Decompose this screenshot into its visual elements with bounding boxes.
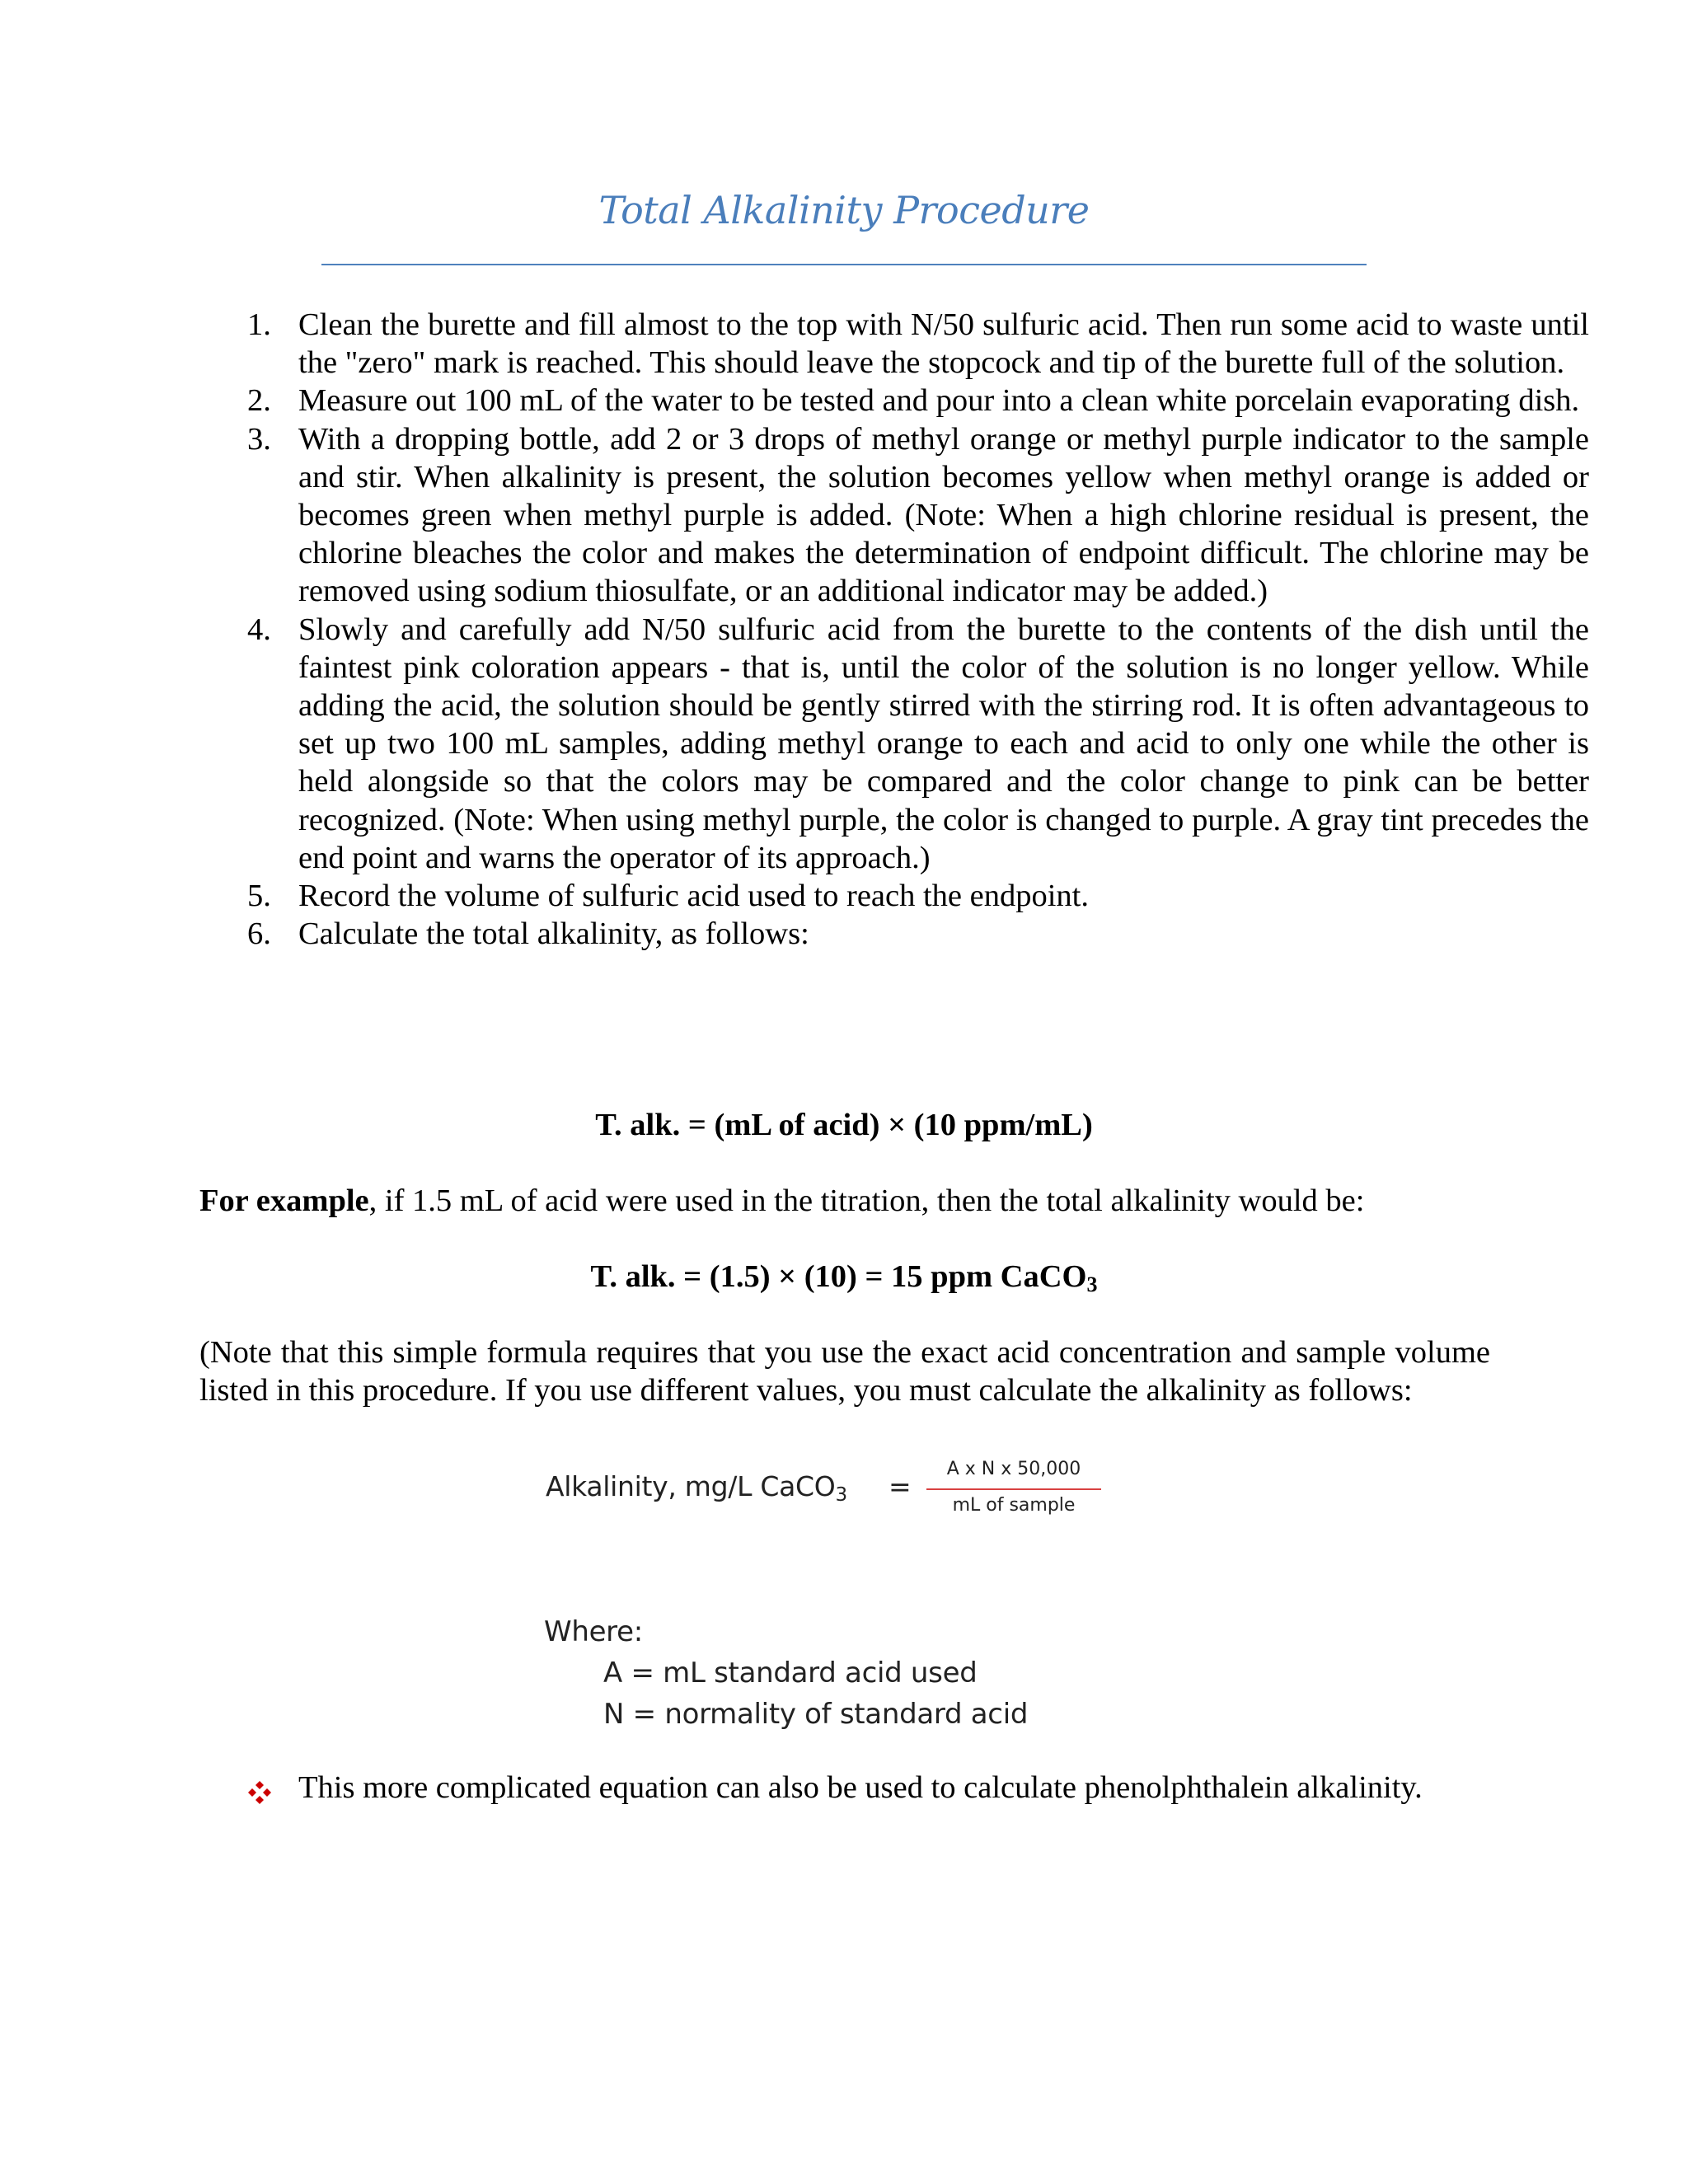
list-item: [247, 382, 1589, 419]
equation-equals: =: [889, 1470, 912, 1502]
equation-numerator: A x N x 50,000: [946, 1459, 1081, 1479]
title-underline-rule: [321, 264, 1367, 265]
fraction-bar: [926, 1488, 1101, 1490]
equation-lhs-text: Alkalinity, mg/L CaCO: [546, 1470, 836, 1502]
step-number: 3.: [247, 421, 271, 457]
example-text: , if 1.5 mL of acid were used in the titration, then the total alkalinity would be:: [368, 1183, 1365, 1218]
total-alkalinity-formula: T. alk. = (mL of acid) × (10 ppm/mL): [595, 1108, 1093, 1142]
step-text: With a dropping bottle, add 2 or 3 drops of methyl orange or methyl purple indicator to the sample and stir. When alkalinity is present, the solution becomes yellow when methyl orange is added or becomes green when methyl purple is added. (Note: When a high chlorine residual is present, the chlorine bleaches the color and makes the determination of endpoint difficult. The chlorine may be removed using sodium thiosulfate, or an additional indicator may be added.): [298, 421, 1589, 609]
step-number: 1.: [247, 307, 271, 342]
equation-denominator: mL of sample: [952, 1495, 1076, 1516]
step-text: Record the volume of sulfuric acid used to reach the endpoint.: [298, 879, 1089, 914]
step-text: Clean the burette and fill almost to the top with N/50 sulfuric acid. Then run some acid to waste until the "zero" mark is reached. This should leave the stopcock and tip of the burette full of the solution.: [298, 307, 1589, 381]
example-paragraph: [199, 1182, 1490, 1220]
step-number: 6.: [247, 916, 271, 952]
alkalinity-equation: [544, 1459, 1121, 1533]
step-number: 4.: [247, 612, 271, 647]
where-heading: Where:: [544, 1615, 643, 1648]
definition-n: N = normality of standard acid: [603, 1698, 1029, 1731]
example-lead: For example: [199, 1183, 369, 1218]
example-formula-text: T. alk. = (1.5) × (10) = 15 ppm CaCO: [590, 1259, 1087, 1294]
step-text: Slowly and carefully add N/50 sulfuric acid from the burette to the contents of the dish until the faintest pink coloration appears - that is, until the color of the solution is no longer yellow. While adding the acid, the solution should be gently stirred with the stirring rod. It is often advantageous to set up two 100 mL samples, adding methyl orange to each and acid to only one while the other is held alongside so that the colors may be compared and the color change to pink can be better recognized. (Note: When using methyl purple, the color is changed to purple. A gray tint precedes the end point and warns the operator of its approach.): [298, 612, 1589, 875]
equation-lhs: [546, 1470, 847, 1506]
procedure-steps-list: [198, 306, 1589, 953]
note-paragraph: (Note that this simple formula requires that you use the exact acid concentration and sample volume listed in this procedure. If you use different values, you must calculate the alkalinity as follows:: [199, 1335, 1490, 1408]
step-text: Calculate the total alkalinity, as follows:: [298, 916, 809, 952]
list-item: [247, 420, 1589, 611]
list-item: [247, 915, 1589, 953]
list-item: [247, 306, 1589, 382]
example-formula-subscript: 3: [1086, 1272, 1098, 1296]
step-number: 2.: [247, 383, 271, 419]
bullet-text: This more complicated equation can also be used to calculate phenolphthalein alkalinity.: [298, 1770, 1423, 1805]
list-item: [247, 877, 1589, 915]
example-formula: [0, 1258, 1688, 1296]
diamond-four-petal-icon: [247, 1776, 272, 1801]
step-number: 5.: [247, 879, 271, 914]
where-definitions: [544, 1611, 1028, 1735]
page-title: Total Alkalinity Procedure: [598, 188, 1090, 232]
step-text: Measure out 100 mL of the water to be tested and pour into a clean white porcelain evaporating dish.: [298, 383, 1580, 419]
definition-a: A = mL standard acid used: [603, 1657, 978, 1690]
equation-lhs-subscript: 3: [835, 1484, 847, 1506]
list-item: [247, 611, 1589, 877]
